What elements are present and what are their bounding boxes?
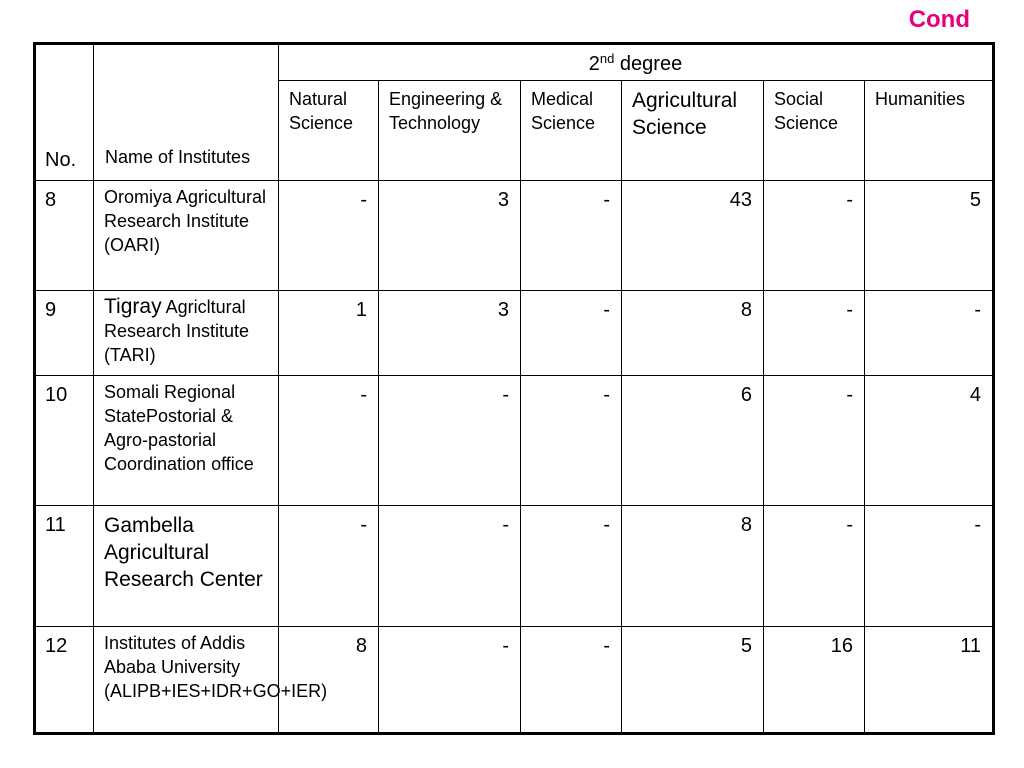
cell-humanities: - xyxy=(865,506,994,627)
column-header-natural-science: Natural Science xyxy=(279,81,379,181)
cell-agricultural-science: 43 xyxy=(622,181,764,291)
row-number: 10 xyxy=(35,376,94,506)
cell-agricultural-science: 8 xyxy=(622,291,764,376)
institute-name xyxy=(94,291,279,376)
row-number: 9 xyxy=(35,291,94,376)
cell-engineering: - xyxy=(379,506,521,627)
cell-humanities: 11 xyxy=(865,627,994,734)
cell-social-science: 16 xyxy=(764,627,865,734)
institute-name: Somali Regional StatePostorial & Agro-pastorial Coordination office xyxy=(94,376,279,506)
table-row xyxy=(35,291,994,376)
header-row-degree xyxy=(35,44,994,81)
cell-engineering: - xyxy=(379,627,521,734)
cell-medical-science: - xyxy=(521,181,622,291)
institute-name: Gambella Agricultural Research Center xyxy=(94,506,279,627)
cell-engineering: - xyxy=(379,376,521,506)
corner-label: Cond xyxy=(908,6,970,33)
cell-social-science: - xyxy=(764,376,865,506)
institute-name-rest: Agricltural Research Institute (TARI) xyxy=(104,297,250,365)
column-header-degree xyxy=(279,44,994,81)
cell-engineering: 3 xyxy=(379,291,521,376)
row-number: 12 xyxy=(35,627,94,734)
cell-medical-science: - xyxy=(521,506,622,627)
degree-superscript: nd xyxy=(599,51,615,66)
cell-agricultural-science: 6 xyxy=(622,376,764,506)
degree-word: degree xyxy=(614,53,683,75)
cell-medical-science: - xyxy=(521,627,622,734)
table-row xyxy=(35,376,994,506)
column-header-social-science: Social Science xyxy=(764,81,865,181)
cell-natural-science: 1 xyxy=(279,291,379,376)
institute-name: Institutes of Addis Ababa University (ALIPB+IES+IDR+GO+IER) xyxy=(94,627,279,734)
table-row xyxy=(35,506,994,627)
cell-agricultural-science: 5 xyxy=(622,627,764,734)
institutes-table xyxy=(33,42,995,735)
column-header-engineering: Engineering & Technology xyxy=(379,81,521,181)
cell-medical-science: - xyxy=(521,291,622,376)
cell-medical-science: - xyxy=(521,376,622,506)
cell-natural-science: - xyxy=(279,181,379,291)
column-header-agricultural-science: Agricultural Science xyxy=(622,81,764,181)
column-header-no: No. xyxy=(35,44,94,181)
table-row xyxy=(35,181,994,291)
row-number: 11 xyxy=(35,506,94,627)
column-header-humanities: Humanities xyxy=(865,81,994,181)
institute-name-first-word: Tigray xyxy=(104,295,162,318)
cell-engineering: 3 xyxy=(379,181,521,291)
cell-social-science: - xyxy=(764,291,865,376)
cell-social-science: - xyxy=(764,181,865,291)
cell-humanities: - xyxy=(865,291,994,376)
column-header-name: Name of Institutes xyxy=(94,44,279,181)
row-number: 8 xyxy=(35,181,94,291)
cell-natural-science: - xyxy=(279,506,379,627)
cell-humanities: 5 xyxy=(865,181,994,291)
table-row xyxy=(35,627,994,734)
cell-natural-science: 8 xyxy=(279,627,379,734)
cell-social-science: - xyxy=(764,506,865,627)
column-header-medical-science: Medical Science xyxy=(521,81,622,181)
institute-name: Oromiya Agricultural Research Institute (OARI) xyxy=(94,181,279,291)
cell-agricultural-science: 8 xyxy=(622,506,764,627)
degree-number: 2 xyxy=(588,53,600,75)
cell-natural-science: - xyxy=(279,376,379,506)
cell-humanities: 4 xyxy=(865,376,994,506)
